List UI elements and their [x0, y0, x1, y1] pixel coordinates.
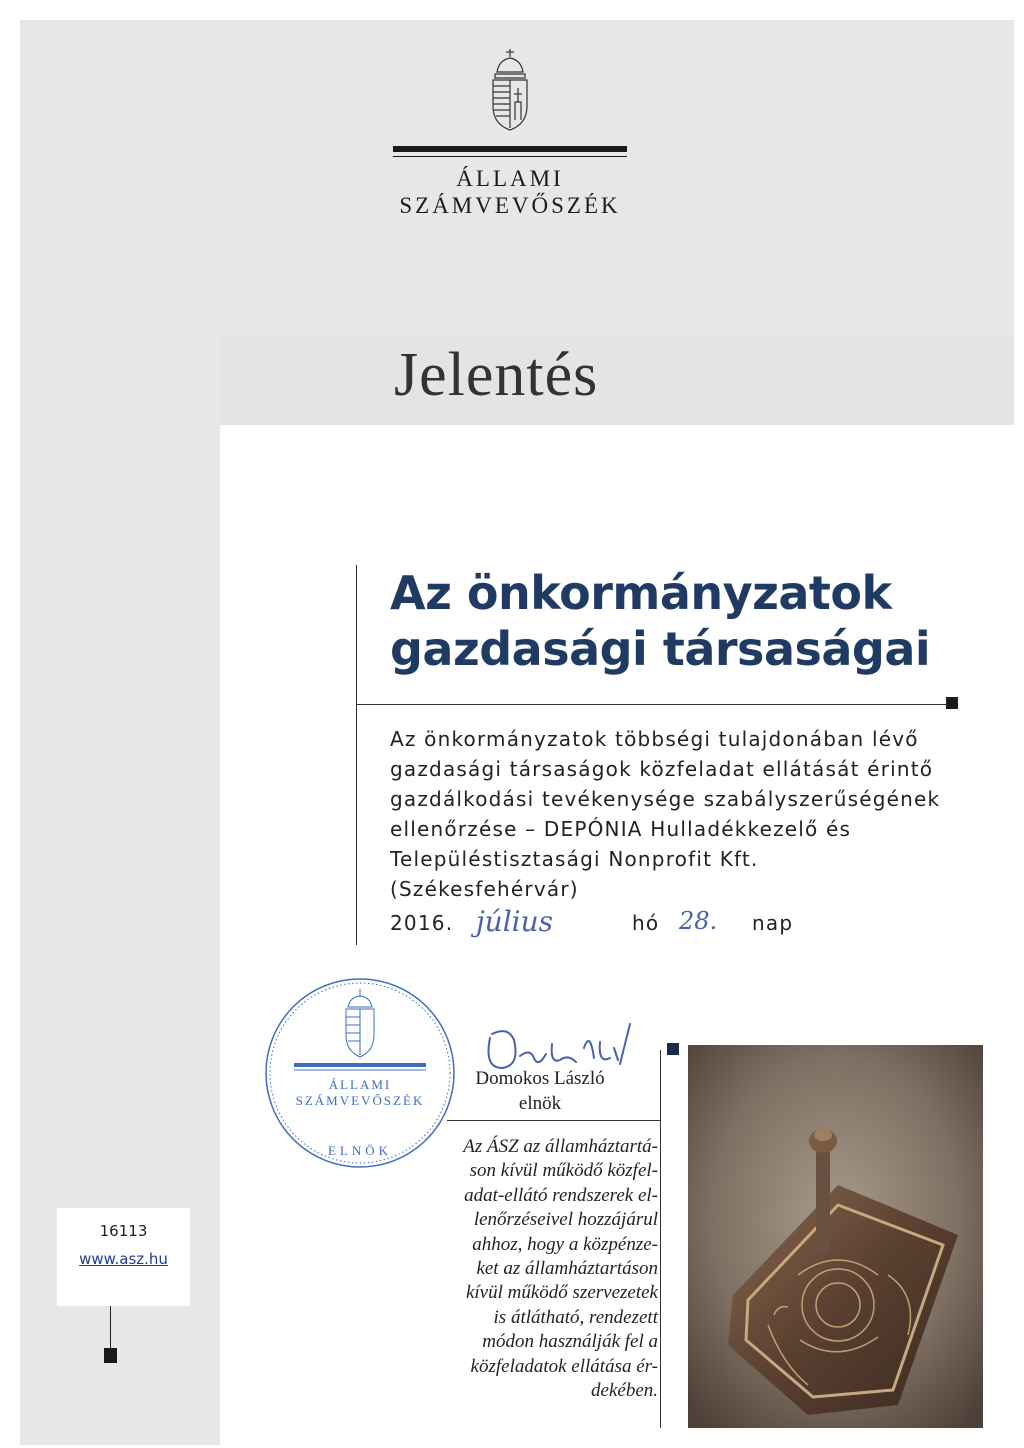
photo-vertical-rule: [660, 1050, 661, 1428]
stamp-line1: ÁLLAMI: [328, 1077, 392, 1092]
signatory-name: Domokos László: [475, 1068, 605, 1089]
institution-name-line1: ÁLLAMI: [456, 166, 564, 191]
mission-statement: Az ÁSZ az államháztartá- son kívül működő közfel- adat-ellátó rendszerek el- lenőrzéseivel hozzájárul ahhoz, hogy a közpénze- ket az államháztartáson kívül működő szervezetek is átlátható, rendezett módon használják fel a közfeladatok ellátása ér- dekében.: [463, 1136, 658, 1402]
document-number: 16113: [99, 1222, 148, 1240]
document-type: Jelentés: [394, 341, 599, 409]
title-underline: [356, 704, 952, 705]
title-vertical-rule: [356, 565, 357, 945]
box-connector-line: [110, 1306, 111, 1350]
coat-of-arms-icon: [487, 48, 533, 132]
header-rule-thin: [393, 156, 627, 157]
website-link[interactable]: www.asz.hu: [79, 1250, 168, 1268]
institution-name-line2: SZÁMVEVŐSZÉK: [399, 193, 621, 218]
seal-photo: [688, 1045, 983, 1428]
stamp-role: ELNÖK: [327, 1143, 393, 1158]
header-rule-thick: [393, 146, 627, 152]
report-title: Az önkormányzatok gazdasági társaságai: [390, 566, 931, 676]
title-gray-band: [220, 335, 1014, 425]
date-year: 2016.: [390, 911, 454, 935]
date-month-handwritten: július: [476, 905, 554, 938]
date-day-handwritten: 28.: [679, 907, 718, 935]
photo-square-marker: [667, 1043, 679, 1055]
signature-rule: [447, 1120, 660, 1121]
date-ho-label: hó: [632, 911, 660, 935]
stamp-line2: SZÁMVEVŐSZÉK: [295, 1093, 425, 1108]
box-square-marker: [104, 1348, 117, 1363]
signatory-title: elnök: [518, 1093, 562, 1114]
official-stamp: [262, 975, 458, 1171]
title-square-marker: [946, 697, 958, 709]
report-subtitle: Az önkormányzatok többségi tulajdonában lévő gazdasági társaságok közfeladat ellátását érintő gazdálkodási tevékenysége szabályszerűségének ellenőrzése – DEPÓNIA Hulladékkezelő és Településtisztasági Nonprofit Kft. (Székesfehérvár): [390, 727, 941, 901]
date-nap-label: nap: [752, 911, 794, 935]
